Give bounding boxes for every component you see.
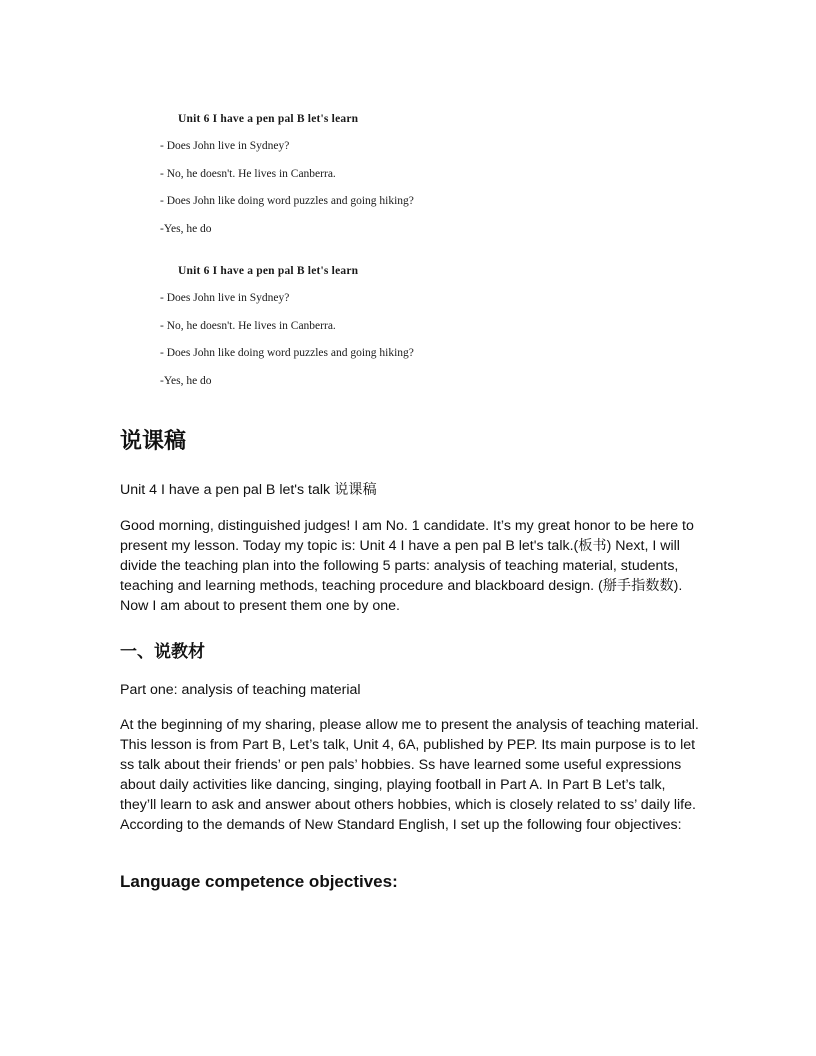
board-line: -Yes, he do [160, 222, 212, 235]
intro-paragraph: Good morning, distinguished judges! I am No. 1 candidate. It’s my great honor to be here to present my lesson. Today my topic is: Unit 4 I have a pen pal B let's talk.(板书) Next, I will divide the teaching plan into the following 5 parts: analysis of teaching material, students, teaching and learning methods, teaching procedure and blackboard design. (掰手指数数). Now I am about to present them one by one. [120, 518, 694, 614]
document-subtitle: Unit 4 I have a pen pal B let's talk 说课稿 [120, 482, 377, 498]
board-line: - No, he doesn't. He lives in Canberra. [160, 319, 336, 332]
board-line: - Does John like doing word puzzles and going hiking? [160, 347, 414, 359]
page-title: 说课稿 [120, 429, 187, 454]
board-line: - Does John like doing word puzzles and going hiking? [160, 195, 414, 207]
section-heading: 一、说教材 [120, 642, 205, 662]
board-title: Unit 6 I have a pen pal B let's learn [178, 265, 359, 277]
section-body-paragraph: At the beginning of my sharing, please allow me to present the analysis of teaching material. This lesson is from Part B, Let’s talk, Unit 4, 6A, published by PEP. Its main purpose is to let ss talk about their friends’ or pen pals’ hobbies. Ss have learned some useful expressions about daily activities like dancing, singing, playing football in Part A. In Part B Let’s talk, they’ll learn to ask and answer about others hobbies, which is closely related to ss’ daily life. According to the demands of New Standard English, I set up the following four objectives: [120, 717, 699, 833]
section-subtitle: Part one: analysis of teaching material [120, 682, 361, 698]
board-line: -Yes, he do [160, 374, 212, 387]
board-title: Unit 6 I have a pen pal B let's learn [178, 113, 359, 125]
board-line: - Does John live in Sydney? [160, 140, 290, 152]
blackboard-notes-1 [160, 111, 500, 248]
board-line: - Does John live in Sydney? [160, 292, 290, 304]
blackboard-notes-2 [160, 263, 500, 400]
objectives-heading: Language competence objectives: [120, 872, 398, 891]
board-line: - No, he doesn't. He lives in Canberra. [160, 167, 336, 180]
